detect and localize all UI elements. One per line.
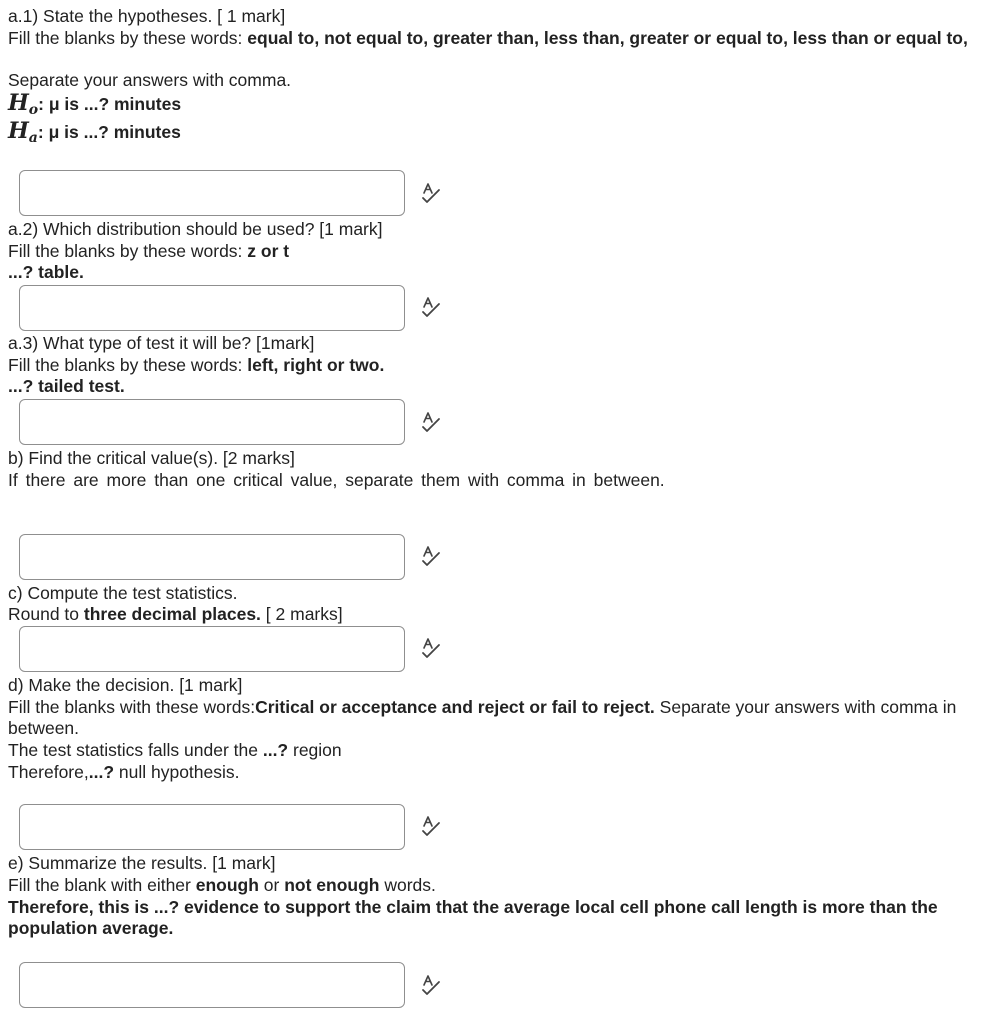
d-line2-prefix: Therefore, <box>8 762 89 782</box>
alt-hypothesis <box>8 118 990 149</box>
d-line2 <box>8 762 990 783</box>
a2-prompt: ...? table. <box>8 262 84 282</box>
a3-instructions <box>8 355 990 376</box>
d-instr-suffix: Separate your answers with comma in between. <box>8 697 957 738</box>
answer-input-e[interactable] <box>19 962 405 1008</box>
c-round-prefix: Round to <box>8 604 84 624</box>
a1-instr-words: equal to, not equal to, greater than, less than, greater or equal to, less than or equal to, <box>247 28 968 48</box>
spellcheck-glyph <box>420 411 442 433</box>
e-instr-suffix: words. <box>379 875 436 895</box>
h0-text: : μ is ...? minutes <box>38 94 182 114</box>
answer-input-a2[interactable] <box>19 285 405 331</box>
spellcheck-icon[interactable] <box>420 637 442 659</box>
spellcheck-glyph <box>420 545 442 567</box>
answer-input-c[interactable] <box>19 626 405 672</box>
b-instructions: If there are more than one critical value, separate them with comma in between. <box>8 470 665 490</box>
spellcheck-icon[interactable] <box>420 182 442 204</box>
answer-input-a1[interactable] <box>19 170 405 216</box>
spellcheck-glyph <box>420 296 442 318</box>
answer-input-d[interactable] <box>19 804 405 850</box>
c-title: c) Compute the test statistics. <box>8 583 238 603</box>
d-instr-prefix: Fill the blanks with these words: <box>8 697 256 717</box>
c-round-suffix: [ 2 marks] <box>260 604 343 624</box>
b-title: b) Find the critical value(s). [2 marks] <box>8 448 295 468</box>
h0-symbol: $H_o$ <box>8 90 39 118</box>
d-line1-suffix: region <box>288 740 342 760</box>
d-title: d) Make the decision. [1 mark] <box>8 675 243 695</box>
a3-title: a.3) What type of test it will be? [1mark] <box>8 333 315 353</box>
e-instr-not-enough: not enough <box>284 875 380 895</box>
spellcheck-icon[interactable] <box>420 815 442 837</box>
d-line1-prefix: The test statistics falls under the <box>8 740 263 760</box>
spellcheck-icon[interactable] <box>420 296 442 318</box>
c-round-bold: three decimal places. <box>83 604 261 624</box>
a2-instr-prefix: Fill the blanks by these words: <box>8 241 248 261</box>
null-hypothesis <box>8 90 990 121</box>
a1-instr-prefix: Fill the blanks by these words: <box>8 28 248 48</box>
e-instructions <box>8 875 990 896</box>
ha-text: : μ is ...? minutes <box>37 122 181 142</box>
a1-separate-note: Separate your answers with comma. <box>8 70 292 90</box>
c-rounding <box>8 604 990 625</box>
spellcheck-glyph <box>420 637 442 659</box>
spellcheck-icon[interactable] <box>420 974 442 996</box>
a3-instr-words: left, right or two. <box>247 355 385 375</box>
answer-input-a3[interactable] <box>19 399 405 445</box>
spellcheck-glyph <box>420 182 442 204</box>
e-instr-enough: enough <box>195 875 259 895</box>
e-instr-mid: or <box>258 875 285 895</box>
spellcheck-icon[interactable] <box>420 545 442 567</box>
d-line1 <box>8 740 990 761</box>
e-instr-prefix: Fill the blank with either <box>8 875 196 895</box>
d-line2-suffix: null hypothesis. <box>114 762 240 782</box>
spellcheck-glyph <box>420 815 442 837</box>
e-title: e) Summarize the results. [1 mark] <box>8 853 276 873</box>
d-line2-bold: ...? <box>88 762 115 782</box>
a2-instructions <box>8 241 990 262</box>
a1-title: a.1) State the hypotheses. [ 1 mark] <box>8 6 286 26</box>
a1-instructions <box>8 28 990 49</box>
a2-instr-words: z or t <box>247 241 290 261</box>
e-claim: Therefore, this is ...? evidence to support the claim that the average local cell phone call length is more than the population average. <box>8 897 938 938</box>
answer-input-b[interactable] <box>19 534 405 580</box>
a2-title: a.2) Which distribution should be used? [1 mark] <box>8 219 383 239</box>
a3-prompt: ...? tailed test. <box>8 376 125 396</box>
d-instr-bold: Critical or acceptance and reject or fail to reject. <box>255 697 655 717</box>
spellcheck-glyph <box>420 974 442 996</box>
a3-instr-prefix: Fill the blanks by these words: <box>8 355 248 375</box>
spellcheck-icon[interactable] <box>420 411 442 433</box>
d-instructions <box>8 697 990 739</box>
ha-symbol: $H_a$ <box>8 118 38 146</box>
d-line1-bold: ...? <box>262 740 289 760</box>
